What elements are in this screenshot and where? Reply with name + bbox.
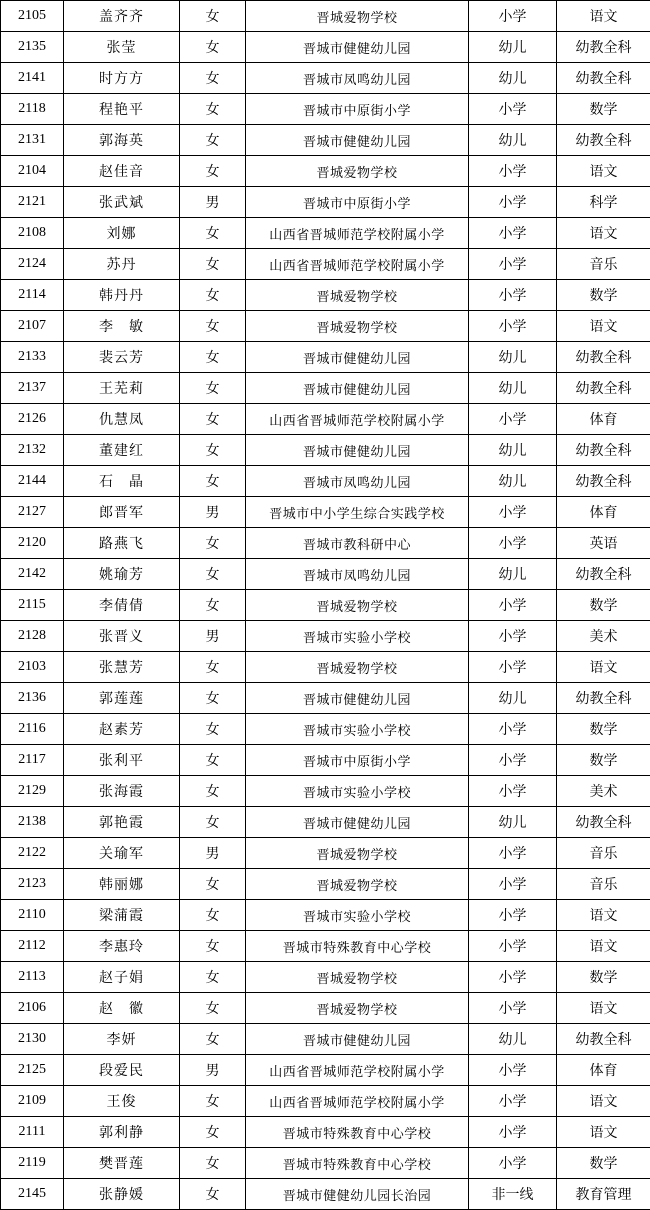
gender-cell: 女: [180, 311, 246, 342]
name-cell: 郭艳霞: [64, 807, 180, 838]
table-row: [1, 63, 650, 94]
name-cell: 石 晶: [64, 466, 180, 497]
table-row: [1, 218, 650, 249]
name-cell: 路燕飞: [64, 528, 180, 559]
gender-cell: 女: [180, 1086, 246, 1117]
school-cell: 晋城市教科研中心: [246, 528, 469, 559]
id-cell: 2119: [1, 1148, 64, 1179]
school-cell: 山西省晋城师范学校附属小学: [246, 404, 469, 435]
level-cell: 幼儿: [469, 373, 557, 404]
level-cell: 小学: [469, 311, 557, 342]
table-row: [1, 652, 650, 683]
gender-cell: 女: [180, 63, 246, 94]
school-cell: 晋城爱物学校: [246, 838, 469, 869]
subject-cell: 音乐: [557, 869, 650, 900]
level-cell: 小学: [469, 838, 557, 869]
table-row: [1, 745, 650, 776]
school-cell: 山西省晋城师范学校附属小学: [246, 249, 469, 280]
subject-cell: 语文: [557, 156, 650, 187]
school-cell: 晋城爱物学校: [246, 156, 469, 187]
school-cell: 晋城市健健幼儿园: [246, 342, 469, 373]
school-cell: 晋城市健健幼儿园: [246, 435, 469, 466]
level-cell: 幼儿: [469, 683, 557, 714]
name-cell: 张慧芳: [64, 652, 180, 683]
school-cell: 山西省晋城师范学校附属小学: [246, 1086, 469, 1117]
school-cell: 晋城市特殊教育中心学校: [246, 1148, 469, 1179]
school-cell: 晋城市中原街小学: [246, 187, 469, 218]
level-cell: 小学: [469, 745, 557, 776]
level-cell: 小学: [469, 249, 557, 280]
level-cell: 小学: [469, 187, 557, 218]
name-cell: 郭莲莲: [64, 683, 180, 714]
table-row: [1, 776, 650, 807]
gender-cell: 女: [180, 993, 246, 1024]
table-row: [1, 373, 650, 404]
name-cell: 刘娜: [64, 218, 180, 249]
subject-cell: 幼教全科: [557, 1024, 650, 1055]
subject-cell: 数学: [557, 590, 650, 621]
id-cell: 2128: [1, 621, 64, 652]
level-cell: 小学: [469, 621, 557, 652]
school-cell: 晋城爱物学校: [246, 590, 469, 621]
gender-cell: 女: [180, 280, 246, 311]
id-cell: 2122: [1, 838, 64, 869]
school-cell: 晋城市特殊教育中心学校: [246, 931, 469, 962]
school-cell: 山西省晋城师范学校附属小学: [246, 1055, 469, 1086]
level-cell: 小学: [469, 1055, 557, 1086]
name-cell: 关瑜军: [64, 838, 180, 869]
level-cell: 幼儿: [469, 807, 557, 838]
name-cell: 梁蒲霞: [64, 900, 180, 931]
table-row: [1, 559, 650, 590]
school-cell: 晋城市实验小学校: [246, 621, 469, 652]
id-cell: 2127: [1, 497, 64, 528]
school-cell: 晋城市特殊教育中心学校: [246, 1117, 469, 1148]
table-row: [1, 342, 650, 373]
id-cell: 2111: [1, 1117, 64, 1148]
name-cell: 盖齐齐: [64, 1, 180, 32]
level-cell: 小学: [469, 1086, 557, 1117]
school-cell: 晋城爱物学校: [246, 962, 469, 993]
gender-cell: 女: [180, 807, 246, 838]
id-cell: 2145: [1, 1179, 64, 1210]
gender-cell: 女: [180, 156, 246, 187]
level-cell: 幼儿: [469, 63, 557, 94]
name-cell: 郭海英: [64, 125, 180, 156]
subject-cell: 数学: [557, 962, 650, 993]
school-cell: 晋城爱物学校: [246, 993, 469, 1024]
gender-cell: 女: [180, 218, 246, 249]
subject-cell: 语文: [557, 931, 650, 962]
id-cell: 2142: [1, 559, 64, 590]
subject-cell: 幼教全科: [557, 342, 650, 373]
gender-cell: 女: [180, 1117, 246, 1148]
table-row: [1, 1024, 650, 1055]
gender-cell: 女: [180, 249, 246, 280]
table-row: [1, 683, 650, 714]
table-row: [1, 249, 650, 280]
name-cell: 仇慧凤: [64, 404, 180, 435]
subject-cell: 体育: [557, 404, 650, 435]
table-row: [1, 931, 650, 962]
id-cell: 2130: [1, 1024, 64, 1055]
level-cell: 小学: [469, 714, 557, 745]
school-cell: 晋城市健健幼儿园长治园: [246, 1179, 469, 1210]
id-cell: 2114: [1, 280, 64, 311]
table-row: [1, 32, 650, 63]
gender-cell: 女: [180, 1179, 246, 1210]
id-cell: 2129: [1, 776, 64, 807]
level-cell: 小学: [469, 528, 557, 559]
name-cell: 董建红: [64, 435, 180, 466]
school-cell: 晋城市健健幼儿园: [246, 1024, 469, 1055]
level-cell: 小学: [469, 993, 557, 1024]
id-cell: 2144: [1, 466, 64, 497]
table-body: [1, 1, 650, 1210]
name-cell: 张利平: [64, 745, 180, 776]
id-cell: 2103: [1, 652, 64, 683]
gender-cell: 女: [180, 590, 246, 621]
school-cell: 晋城市凤鸣幼儿园: [246, 559, 469, 590]
level-cell: 小学: [469, 652, 557, 683]
subject-cell: 语文: [557, 311, 650, 342]
id-cell: 2118: [1, 94, 64, 125]
school-cell: 晋城市实验小学校: [246, 900, 469, 931]
table-row: [1, 1179, 650, 1210]
table-row: [1, 528, 650, 559]
school-cell: 晋城爱物学校: [246, 280, 469, 311]
subject-cell: 美术: [557, 621, 650, 652]
name-cell: 赵子娟: [64, 962, 180, 993]
id-cell: 2136: [1, 683, 64, 714]
id-cell: 2135: [1, 32, 64, 63]
subject-cell: 体育: [557, 1055, 650, 1086]
level-cell: 小学: [469, 590, 557, 621]
id-cell: 2104: [1, 156, 64, 187]
gender-cell: 女: [180, 342, 246, 373]
id-cell: 2131: [1, 125, 64, 156]
school-cell: 晋城市凤鸣幼儿园: [246, 63, 469, 94]
level-cell: 小学: [469, 900, 557, 931]
gender-cell: 女: [180, 373, 246, 404]
id-cell: 2123: [1, 869, 64, 900]
school-cell: 晋城市健健幼儿园: [246, 683, 469, 714]
gender-cell: 女: [180, 559, 246, 590]
id-cell: 2133: [1, 342, 64, 373]
id-cell: 2112: [1, 931, 64, 962]
table-row: [1, 404, 650, 435]
subject-cell: 幼教全科: [557, 32, 650, 63]
id-cell: 2121: [1, 187, 64, 218]
gender-cell: 女: [180, 1148, 246, 1179]
subject-cell: 语文: [557, 993, 650, 1024]
name-cell: 姚瑜芳: [64, 559, 180, 590]
name-cell: 张静媛: [64, 1179, 180, 1210]
subject-cell: 数学: [557, 280, 650, 311]
id-cell: 2137: [1, 373, 64, 404]
level-cell: 幼儿: [469, 435, 557, 466]
subject-cell: 语文: [557, 652, 650, 683]
school-cell: 晋城市凤鸣幼儿园: [246, 466, 469, 497]
gender-cell: 女: [180, 652, 246, 683]
gender-cell: 男: [180, 621, 246, 652]
gender-cell: 女: [180, 745, 246, 776]
id-cell: 2107: [1, 311, 64, 342]
id-cell: 2124: [1, 249, 64, 280]
level-cell: 小学: [469, 931, 557, 962]
name-cell: 李 敏: [64, 311, 180, 342]
subject-cell: 语文: [557, 900, 650, 931]
name-cell: 李惠玲: [64, 931, 180, 962]
id-cell: 2117: [1, 745, 64, 776]
id-cell: 2113: [1, 962, 64, 993]
level-cell: 小学: [469, 218, 557, 249]
level-cell: 小学: [469, 497, 557, 528]
subject-cell: 幼教全科: [557, 435, 650, 466]
level-cell: 小学: [469, 962, 557, 993]
level-cell: 幼儿: [469, 466, 557, 497]
name-cell: 樊晋莲: [64, 1148, 180, 1179]
level-cell: 小学: [469, 94, 557, 125]
name-cell: 赵素芳: [64, 714, 180, 745]
gender-cell: 女: [180, 962, 246, 993]
name-cell: 王俊: [64, 1086, 180, 1117]
level-cell: 小学: [469, 869, 557, 900]
gender-cell: 女: [180, 125, 246, 156]
id-cell: 2120: [1, 528, 64, 559]
school-cell: 晋城市中小学生综合实践学校: [246, 497, 469, 528]
name-cell: 张武斌: [64, 187, 180, 218]
name-cell: 李妍: [64, 1024, 180, 1055]
id-cell: 2125: [1, 1055, 64, 1086]
school-cell: 晋城爱物学校: [246, 652, 469, 683]
gender-cell: 女: [180, 528, 246, 559]
subject-cell: 科学: [557, 187, 650, 218]
table-row: [1, 621, 650, 652]
name-cell: 时方方: [64, 63, 180, 94]
name-cell: 王芜莉: [64, 373, 180, 404]
table-row: [1, 590, 650, 621]
gender-cell: 男: [180, 187, 246, 218]
name-cell: 裴云芳: [64, 342, 180, 373]
school-cell: 晋城爱物学校: [246, 311, 469, 342]
gender-cell: 女: [180, 869, 246, 900]
school-cell: 晋城爱物学校: [246, 869, 469, 900]
table-row: [1, 311, 650, 342]
gender-cell: 女: [180, 776, 246, 807]
school-cell: 晋城市健健幼儿园: [246, 32, 469, 63]
id-cell: 2116: [1, 714, 64, 745]
table-row: [1, 435, 650, 466]
table-row: [1, 1, 650, 32]
school-cell: 晋城爱物学校: [246, 1, 469, 32]
id-cell: 2105: [1, 1, 64, 32]
gender-cell: 女: [180, 1024, 246, 1055]
subject-cell: 语文: [557, 1086, 650, 1117]
table-row: [1, 807, 650, 838]
subject-cell: 幼教全科: [557, 63, 650, 94]
table-row: [1, 900, 650, 931]
level-cell: 小学: [469, 1, 557, 32]
gender-cell: 女: [180, 404, 246, 435]
school-cell: 晋城市实验小学校: [246, 776, 469, 807]
subject-cell: 体育: [557, 497, 650, 528]
table-row: [1, 125, 650, 156]
subject-cell: 数学: [557, 94, 650, 125]
name-cell: 张莹: [64, 32, 180, 63]
name-cell: 苏丹: [64, 249, 180, 280]
school-cell: 晋城市健健幼儿园: [246, 807, 469, 838]
table-row: [1, 497, 650, 528]
id-cell: 2126: [1, 404, 64, 435]
gender-cell: 女: [180, 931, 246, 962]
level-cell: 非一线: [469, 1179, 557, 1210]
school-cell: 晋城市健健幼儿园: [246, 373, 469, 404]
level-cell: 小学: [469, 1117, 557, 1148]
name-cell: 赵佳音: [64, 156, 180, 187]
school-cell: 晋城市中原街小学: [246, 745, 469, 776]
gender-cell: 女: [180, 466, 246, 497]
gender-cell: 女: [180, 94, 246, 125]
id-cell: 2106: [1, 993, 64, 1024]
gender-cell: 男: [180, 497, 246, 528]
subject-cell: 幼教全科: [557, 466, 650, 497]
name-cell: 程艳平: [64, 94, 180, 125]
subject-cell: 幼教全科: [557, 373, 650, 404]
level-cell: 幼儿: [469, 559, 557, 590]
name-cell: 韩丽娜: [64, 869, 180, 900]
subject-cell: 数学: [557, 1148, 650, 1179]
gender-cell: 女: [180, 900, 246, 931]
table-row: [1, 1055, 650, 1086]
name-cell: 段爱民: [64, 1055, 180, 1086]
subject-cell: 语文: [557, 1117, 650, 1148]
table-row: [1, 838, 650, 869]
id-cell: 2138: [1, 807, 64, 838]
level-cell: 小学: [469, 1148, 557, 1179]
name-cell: 张晋义: [64, 621, 180, 652]
gender-cell: 女: [180, 435, 246, 466]
subject-cell: 教育管理: [557, 1179, 650, 1210]
table-row: [1, 1148, 650, 1179]
name-cell: 郭利静: [64, 1117, 180, 1148]
name-cell: 韩丹丹: [64, 280, 180, 311]
id-cell: 2132: [1, 435, 64, 466]
name-cell: 李倩倩: [64, 590, 180, 621]
level-cell: 幼儿: [469, 1024, 557, 1055]
gender-cell: 女: [180, 32, 246, 63]
subject-cell: 英语: [557, 528, 650, 559]
id-cell: 2115: [1, 590, 64, 621]
table-row: [1, 94, 650, 125]
table-row: [1, 869, 650, 900]
level-cell: 小学: [469, 776, 557, 807]
school-cell: 晋城市实验小学校: [246, 714, 469, 745]
table-row: [1, 993, 650, 1024]
school-cell: 晋城市中原街小学: [246, 94, 469, 125]
id-cell: 2141: [1, 63, 64, 94]
subject-cell: 音乐: [557, 838, 650, 869]
table-row: [1, 1086, 650, 1117]
gender-cell: 女: [180, 1, 246, 32]
name-cell: 郎晋军: [64, 497, 180, 528]
id-cell: 2109: [1, 1086, 64, 1117]
subject-cell: 数学: [557, 745, 650, 776]
table-row: [1, 714, 650, 745]
table-row: [1, 962, 650, 993]
gender-cell: 女: [180, 714, 246, 745]
gender-cell: 男: [180, 838, 246, 869]
subject-cell: 幼教全科: [557, 125, 650, 156]
table-row: [1, 466, 650, 497]
table-row: [1, 156, 650, 187]
id-cell: 2110: [1, 900, 64, 931]
table-row: [1, 1117, 650, 1148]
subject-cell: 美术: [557, 776, 650, 807]
subject-cell: 数学: [557, 714, 650, 745]
level-cell: 幼儿: [469, 32, 557, 63]
subject-cell: 语文: [557, 1, 650, 32]
level-cell: 小学: [469, 156, 557, 187]
school-cell: 山西省晋城师范学校附属小学: [246, 218, 469, 249]
school-cell: 晋城市健健幼儿园: [246, 125, 469, 156]
subject-cell: 幼教全科: [557, 559, 650, 590]
name-cell: 赵 徽: [64, 993, 180, 1024]
gender-cell: 女: [180, 683, 246, 714]
subject-cell: 语文: [557, 218, 650, 249]
level-cell: 小学: [469, 404, 557, 435]
id-cell: 2108: [1, 218, 64, 249]
level-cell: 幼儿: [469, 342, 557, 373]
table-row: [1, 280, 650, 311]
subject-cell: 幼教全科: [557, 683, 650, 714]
gender-cell: 男: [180, 1055, 246, 1086]
level-cell: 幼儿: [469, 125, 557, 156]
level-cell: 小学: [469, 280, 557, 311]
subject-cell: 音乐: [557, 249, 650, 280]
name-cell: 张海霞: [64, 776, 180, 807]
subject-cell: 幼教全科: [557, 807, 650, 838]
table-row: [1, 187, 650, 218]
